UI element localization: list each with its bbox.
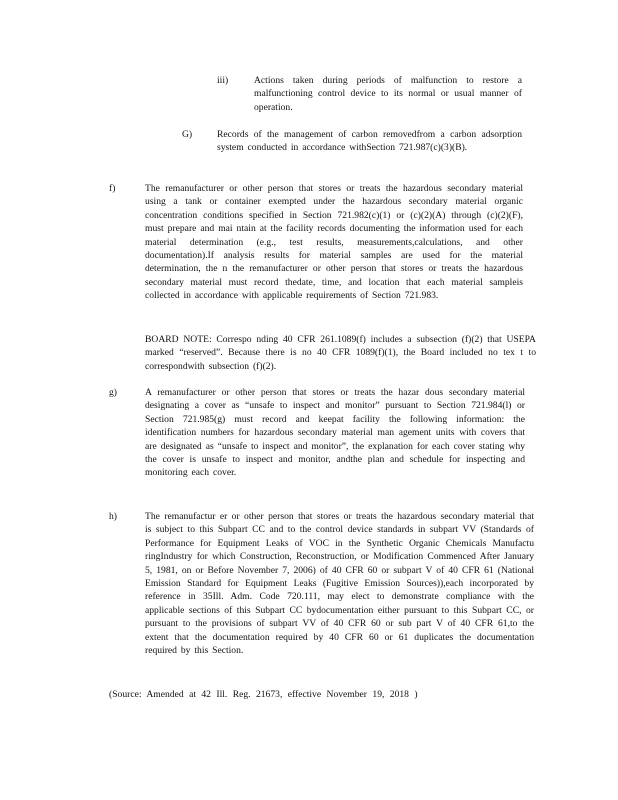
item-G-text: Records of the management of carbon removedfrom a carbon adsorption system conducted in accordance withSection 721.987(c)(3)(B).	[217, 129, 522, 154]
item-G-label: G)	[182, 129, 193, 140]
item-iii-label: iii)	[217, 75, 229, 86]
item-g-label: g)	[109, 387, 117, 398]
item-iii-text: Actions taken during periods of malfunction to restore a malfunctioning control device to its normal or usual manner of operation.	[254, 75, 522, 113]
item-h-text: The remanufactur er or other person that stores or treats the hazardous secondary material that is subject to this Subpart CC and to the control device standards in subpart VV (Standards of Performance for Equipment Leaks of VOC in the Synthetic Organic Chemicals Manufactu ringIndustry for which Construction, Reconstruction, or Modification Commenced After January 5, 1981, on or Before November 7, 2006) of 40 CFR 60 or subpart V of 40 CFR 61 (National Emission Standard for Equipment Leaks (Fugitive Emission Sources)),each incorporated by reference in 35Ill. Adm. Code 720.111, may elect to demonstrate compliance with the applicable sections of this Subpart CC bydocumentation either pursuant to this Subpart CC, or pursuant to the provisions of subpart VV of 40 CFR 60 or sub part V of 40 CFR 61,to the extent that the documentation required by 40 CFR 60 or 61 duplicates the documentation required by this Section.	[145, 511, 534, 657]
item-g-text: A remanufacturer or other person that stores or treats the hazar dous secondary material designating a cover as “unsafe to inspect and monitor” pursuant to Section 721.984(l) or Section 721.985(g) must record and keepat facility the following information: the identification numbers for hazardous secondary material man agement units with covers that are designated as “unsafe to inspect and monitor”, the explanation for each cover stating why the cover is unsafe to inspect and monitor, andthe plan and schedule for inspecting and monitoring each cover.	[145, 387, 525, 479]
item-h-label: h)	[109, 511, 117, 522]
item-f-label: f)	[109, 183, 116, 194]
source-citation: (Source: Amended at 42 Ill. Reg. 21673, effective November 19, 2018 )	[109, 689, 418, 700]
item-f-board-note: BOARD NOTE: Correspo nding 40 CFR 261.1089(f) includes a subsection (f)(2) that USEPA marked “reserved”. Because there is no 40 CFR 1089(f)(1), the Board included no tex t to correspondwith subsection (f)(2).	[145, 334, 536, 372]
item-f-text: The remanufacturer or other person that stores or treats the hazardous secondary material using a tank or container exempted under the hazardous secondary material organic concentration conditions specified in Section 721.982(c)(1) or (c)(2)(A) through (c)(2)(F), must prepare and mai ntain at the facility records documenting the information used for each material determination (e.g., test results, measurements,calculations, and other documentation).If analysis results for material samples are used for the material determination, the n the remanufacturer or other person that stores or treats the hazardous secondary material must record thedate, time, and location that each material sampleis collected in accordance with applicable requirements of Section 721.983.	[145, 183, 523, 302]
